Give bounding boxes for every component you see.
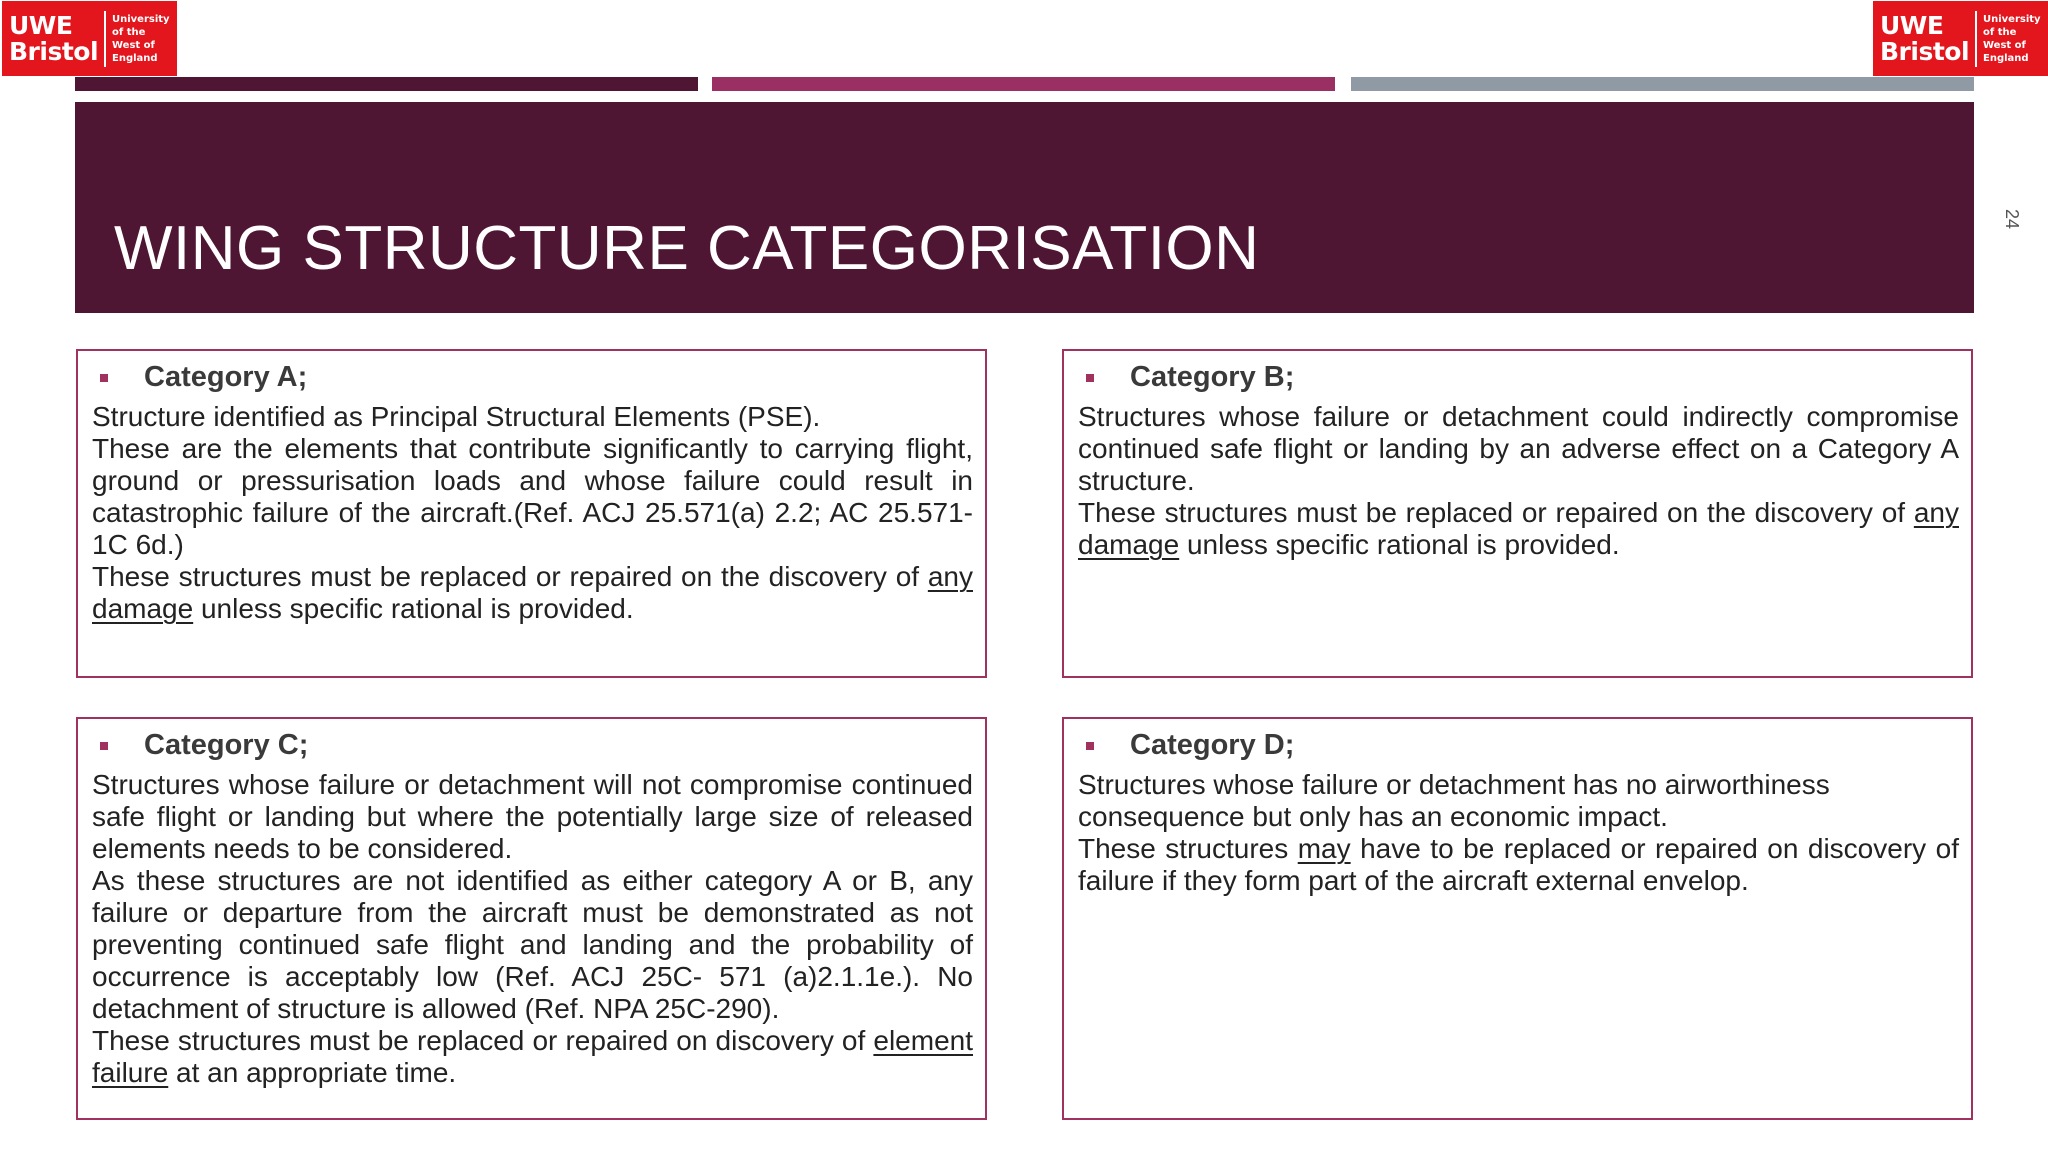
logo-uni-line4: England (1983, 52, 2029, 64)
category-c-body (92, 769, 973, 1089)
category-a-paragraph-3-end: unless specific rational is provided. (193, 593, 634, 624)
category-c-underlined-text: element failure (92, 1025, 974, 1088)
slide-number: 24 (2002, 208, 2022, 230)
category-a-paragraph-3 (92, 561, 973, 625)
category-d-paragraph-1: Structures whose failure or detachment has no airworthiness consequence but only has an economic impact. (1078, 769, 1830, 832)
logo-brand-line2: Bristol (9, 36, 99, 66)
category-a-body (92, 401, 973, 625)
logo-divider (104, 11, 106, 67)
category-d-underlined-text: may (1297, 833, 1351, 864)
category-b-paragraph-2 (1078, 497, 1959, 561)
category-b-paragraph-2-text: These structures must be replaced or repaired on the discovery of (1078, 497, 1906, 528)
bullet-icon (100, 742, 108, 750)
logo-brand (1873, 10, 1973, 66)
logo-uni-line3: West of (1983, 39, 2026, 51)
uwe-bristol-logo-left (2, 1, 177, 76)
category-b-body (1078, 401, 1959, 561)
uwe-bristol-logo-right (1873, 1, 2048, 76)
logo-brand (2, 10, 102, 66)
header-strip-grey (1351, 77, 1974, 91)
category-c-paragraph-3-text: These structures must be replaced or repaired on discovery of (92, 1025, 866, 1056)
category-b-underlined-text: any damage (1078, 497, 1959, 560)
logo-uni-line1: University (112, 13, 170, 25)
category-b-paragraph-2-end: unless specific rational is provided. (1179, 529, 1620, 560)
category-b-heading-row (1064, 359, 1971, 395)
category-a-paragraph-2: These are the elements that contribute significantly to carrying flight, ground or pressurisation loads and whose failure could result in catastrophic failure of the aircraft.(Ref. ACJ 25.571(a) 2.2; AC 25.571-1C 6d.) (92, 433, 973, 560)
category-b-paragraph-1: Structures whose failure or detachment could indirectly compromise continued safe flight or landing by an adverse effect on a Category A structure. (1078, 401, 1959, 496)
category-a-box (76, 349, 987, 678)
logo-brand-line1: UWE (9, 10, 73, 40)
bullet-icon (100, 374, 108, 382)
logo-brand-line2: Bristol (1880, 36, 1970, 66)
category-d-heading-row (1064, 727, 1971, 763)
logo-uni-line2: of the (1983, 26, 2017, 38)
category-d-paragraph-2-end: have to be replaced or repaired on discovery of failure if they form part of the aircraft external envelop. (1078, 833, 1959, 896)
category-b-box (1062, 349, 1973, 678)
slide-title: WING STRUCTURE CATEGORISATION (114, 214, 1260, 283)
bullet-icon (1086, 742, 1094, 750)
bullet-icon (1086, 374, 1094, 382)
category-c-box (76, 717, 987, 1120)
logo-university (112, 13, 170, 65)
category-d-paragraph-2 (1078, 833, 1959, 897)
category-a-underlined-text: any damage (92, 561, 973, 624)
logo-divider (1975, 11, 1977, 67)
logo-brand-line1: UWE (1880, 10, 1944, 40)
category-c-paragraph-2: As these structures are not identified as either category A or B, any failure or departure from the aircraft must be demonstrated as not preventing continued safe flight and landing and the probability of occurrence is acceptably low (Ref. ACJ 25C- 571 (a)2.1.1e.). No detachment of structure is allowed (Ref. NPA 25C-290). (92, 865, 973, 1024)
logo-uni-line3: West of (112, 39, 155, 51)
category-a-heading-row (78, 359, 985, 395)
category-d-box (1062, 717, 1973, 1120)
category-a-paragraph-1: Structure identified as Principal Structural Elements (PSE). (92, 401, 821, 432)
category-d-body (1078, 769, 1959, 897)
logo-uni-line2: of the (112, 26, 146, 38)
category-a-paragraph-3-text: These structures must be replaced or repaired on the discovery of (92, 561, 920, 592)
header-strip-dark (75, 77, 698, 91)
logo-uni-line4: England (112, 52, 158, 64)
logo-uni-line1: University (1983, 13, 2041, 25)
category-a-heading: Category A; (144, 361, 308, 393)
category-c-paragraph-1: Structures whose failure or detachment will not compromise continued safe flight or landing but where the potentially large size of released elements needs to be considered. (92, 769, 973, 864)
category-c-paragraph-3-end: at an appropriate time. (168, 1057, 457, 1088)
category-c-paragraph-3 (92, 1025, 973, 1089)
category-b-heading: Category B; (1130, 361, 1295, 393)
category-c-heading: Category C; (144, 729, 309, 761)
category-d-heading: Category D; (1130, 729, 1295, 761)
header-strip-magenta (712, 77, 1335, 91)
category-d-paragraph-2-start: These structures (1078, 833, 1298, 864)
category-c-heading-row (78, 727, 985, 763)
logo-university (1983, 13, 2041, 65)
